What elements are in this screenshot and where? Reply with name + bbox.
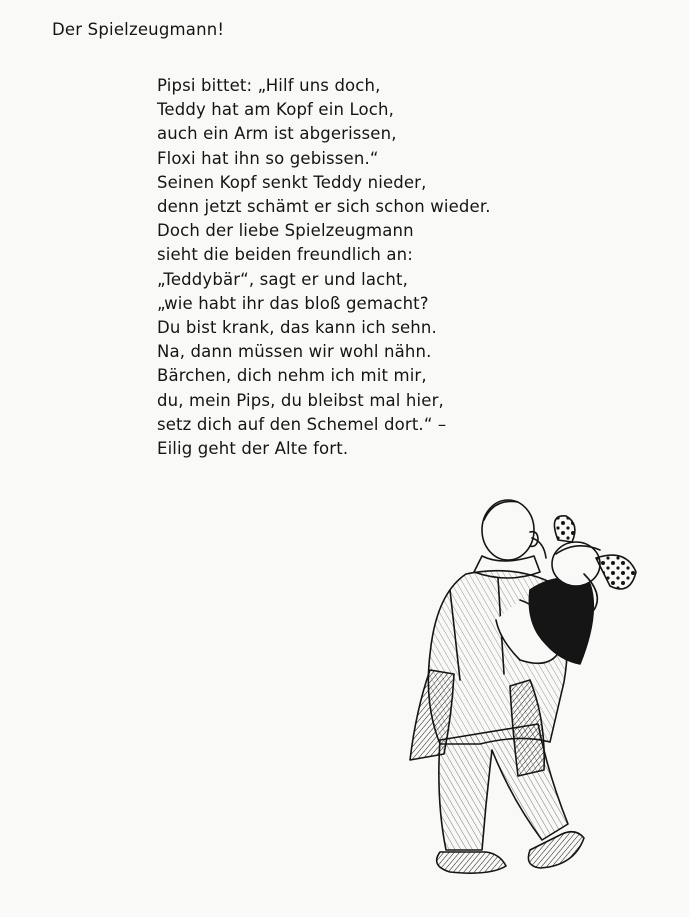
poem-line: Eilig geht der Alte fort. — [157, 439, 349, 459]
poem-line: Bärchen, dich nehm ich mit mir, — [157, 366, 427, 386]
poem-line: auch ein Arm ist abgerissen, — [157, 124, 397, 144]
poem — [157, 74, 491, 461]
poem-line: „wie habt ihr das bloß gemacht? — [157, 293, 429, 313]
poem-line: „Teddybär“, sagt er und lacht, — [157, 269, 408, 289]
poem-line: du, mein Pips, du bleibst mal hier, — [157, 390, 444, 410]
poem-line: denn jetzt schämt er sich schon wieder. — [157, 197, 491, 217]
old-toymaker-carrying-teddy-icon — [380, 480, 680, 900]
poem-line: setz dich auf den Schemel dort.“ – — [157, 414, 447, 434]
poem-line: Floxi hat ihn so gebissen.“ — [157, 148, 379, 168]
poem-line: Doch der liebe Spielzeugmann — [157, 221, 414, 241]
poem-line: Seinen Kopf senkt Teddy nieder, — [157, 172, 427, 192]
poem-line: Na, dann müssen wir wohl nähn. — [157, 342, 432, 362]
poem-line: Du bist krank, das kann ich sehn. — [157, 318, 437, 338]
page-title: Der Spielzeugmann! — [52, 20, 225, 39]
poem-line: Teddy hat am Kopf ein Loch, — [157, 100, 394, 120]
poem-line: sieht die beiden freundlich an: — [157, 245, 413, 265]
poem-line: Pipsi bittet: „Hilf uns doch, — [157, 76, 381, 95]
